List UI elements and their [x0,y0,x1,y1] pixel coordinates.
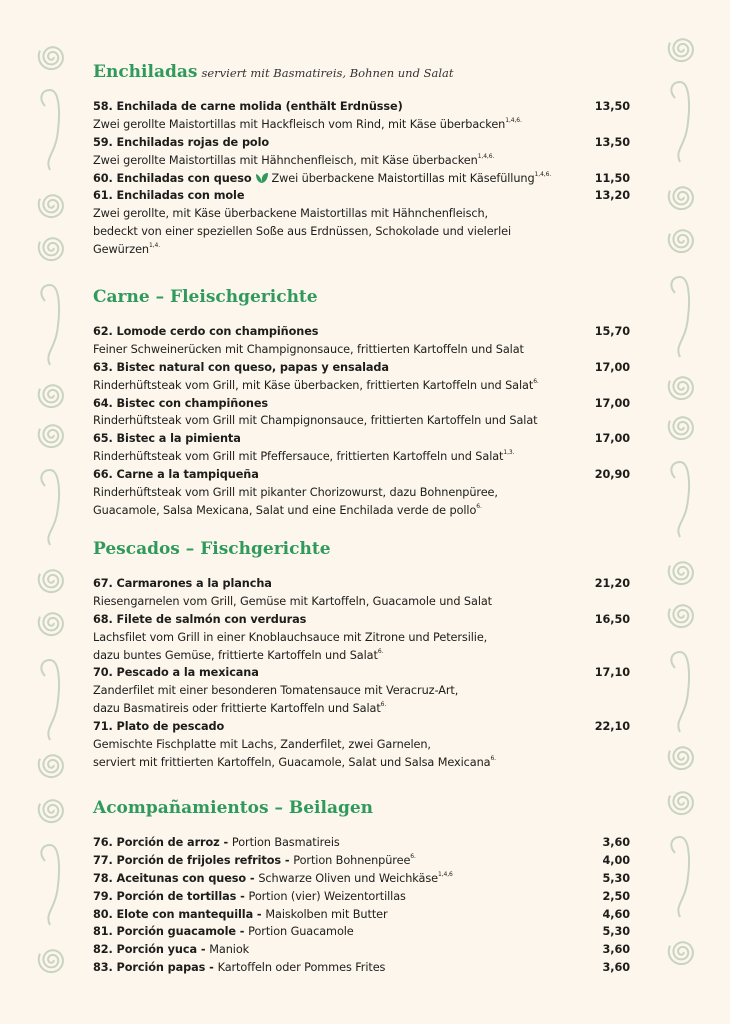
item-name: 78. Aceitunas con queso [93,871,247,885]
menu-item [93,611,630,629]
item-separator: - [253,907,266,921]
swirl-ornament [669,605,693,627]
item-name: 61. Enchiladas con mole [93,189,245,203]
item-name: 60. Enchiladas con queso [93,171,252,185]
swirl-ornament [669,562,693,584]
item-description: Rinderhüftsteak vom Grill mit Champignonsauce, frittierten Kartoffeln und Salat [93,414,538,428]
item-description-line [93,341,630,359]
item-description-line [93,754,630,772]
menu-item [93,834,630,852]
section-title [93,58,630,86]
section-title-text: Acompañamientos – Beilagen [93,798,374,818]
item-price: 17,10 [594,666,630,680]
item-name: 83. Porción papas [93,961,206,975]
decorative-swirls-right [652,0,712,1024]
item-separator: - [219,836,232,849]
swirl-ornament [39,425,63,447]
menu-item [93,359,630,377]
item-description-line [93,629,630,647]
menu-section [93,58,630,259]
item-description: Zwei gerollte Maistortillas mit Hackfleisch vom Rind, mit Käse überbacken [93,117,506,131]
item-name: 59. Enchiladas rojas de polo [93,135,270,149]
item-description-line [93,502,630,520]
menu-item [93,923,630,941]
item-description: Maiskolben mit Butter [265,907,388,921]
item-price: 17,00 [594,432,630,446]
section-title [93,283,630,311]
allergen-note: 6. [476,502,482,510]
allergen-note: 1,4. [149,242,161,250]
item-description: Lachsfilet vom Grill in einer Knoblauchsauce mit Zitrone und Petersilie, [93,630,488,644]
item-price: 22,10 [594,720,630,734]
item-description-line [93,700,630,718]
swirl-ornament [669,747,693,769]
item-price: 15,70 [594,325,630,338]
item-description-line [93,223,630,241]
item-description: Maniok [209,943,250,957]
item-separator: - [197,943,210,957]
item-description: dazu Basmatireis oder frittierte Kartoffeln und Salat [93,702,381,716]
swirl-ornament [669,230,693,252]
swirl-ornament [41,90,59,170]
item-name: 71. Plato de pescado [93,720,225,734]
menu-section [93,794,630,977]
allergen-note: 1,4,6. [505,116,522,124]
item-description-line [93,647,630,665]
allergen-note: 1,3. [503,449,515,457]
item-description-line [93,593,630,611]
allergen-note: 6. [533,377,539,385]
item-price: 2,50 [602,889,630,903]
item-price: 5,30 [602,871,630,885]
item-description: Portion Guacamole [248,925,354,939]
item-separator: - [205,961,218,975]
swirl-ornament [41,845,59,925]
item-separator: - [236,889,249,903]
section-title-text: Carne – Fleischgerichte [93,287,318,307]
menu-item [93,888,630,906]
item-description: Guacamole, Salsa Mexicana, Salat und eine Enchilada verde de pollo [93,503,477,517]
menu-item [93,852,630,870]
item-description-line [93,205,630,223]
menu-item [93,466,630,484]
item-price: 21,20 [594,577,630,590]
item-description: Rinderhüftsteak vom Grill, mit Käse überbacken, frittierten Kartoffeln und Salat [93,378,534,392]
allergen-note: 6. [377,647,384,655]
decorative-swirls-left [22,0,82,1024]
item-price: 3,60 [602,836,630,849]
swirl-ornament [39,238,63,260]
menu-item [93,906,630,924]
item-separator: - [235,925,249,939]
swirl-ornament [671,82,689,162]
item-price: 4,00 [602,853,630,867]
item-description-line [93,116,630,134]
swirl-ornament [671,652,689,732]
item-description-line [93,484,630,502]
menu-item [93,395,630,413]
menu-item [93,664,630,682]
menu-item [93,323,630,341]
item-description-line [93,682,630,700]
item-name: 80. Elote con mantequilla [93,907,254,921]
item-price: 3,60 [602,961,630,975]
swirl-ornament [41,285,59,365]
item-separator: - [281,853,294,867]
swirl-ornament [39,950,63,972]
allergen-note: 1,4,6. [534,170,552,178]
item-description: Zwei gerollte Maistortillas mit Hähnchenfleisch, mit Käse überbacken [93,153,478,167]
item-list [93,575,630,772]
allergen-note: 1,4,6 [438,870,453,878]
item-price: 13,50 [594,135,630,149]
item-price: 5,30 [602,925,630,939]
item-description: Zwei gerollte, mit Käse überbackene Maistortillas mit Hähnchenfleisch, [93,207,489,221]
swirl-ornament [41,470,59,545]
item-description: Portion Bohnenpüree [293,853,411,867]
menu-section [93,283,630,520]
item-name: 67. Carmarones a la plancha [93,577,272,590]
item-description-line [93,152,630,170]
item-description: Gewürzen [93,243,149,257]
item-name: 63. Bistec natural con queso, papas y ensalada [93,360,389,374]
item-description: Zwei überbackene Maistortillas mit Käsefüllung [271,171,535,185]
swirl-ornament [39,195,63,217]
item-price: 13,20 [594,189,630,203]
swirl-ornament [671,277,689,357]
menu-section [93,535,630,772]
item-price: 3,60 [602,943,630,957]
item-price: 13,50 [594,100,630,113]
menu-item [93,718,630,736]
section-title-text: Enchiladas [93,62,198,82]
menu-item [93,170,630,188]
menu-item [93,959,630,977]
swirl-ornament [39,385,63,407]
item-name: 64. Bistec con champiñones [93,396,269,410]
swirl-ornament [671,837,689,917]
item-price: 17,00 [594,360,630,374]
item-description: Riesengarnelen vom Grill, Gemüse mit Kartoffeln, Guacamole und Salat [93,594,493,608]
section-title [93,535,630,563]
item-price: 4,60 [602,907,630,921]
item-name: 65. Bistec a la pimienta [93,432,241,446]
section-title [93,794,630,822]
item-price: 16,50 [594,612,630,626]
item-description-line [93,241,630,259]
item-name: 68. Filete de salmón con verduras [93,612,307,626]
swirl-ornament [39,47,63,69]
item-name: 79. Porción de tortillas [93,889,237,903]
item-description: Gemischte Fischplatte mit Lachs, Zanderfilet, zwei Garnelen, [93,738,431,752]
swirl-ornament [669,792,693,814]
swirl-ornament [39,570,63,592]
item-description: Rinderhüftsteak vom Grill mit Pfeffersauce, frittierten Kartoffeln und Salat [93,450,504,464]
swirl-ornament [669,377,693,399]
item-description: dazu buntes Gemüse, frittierte Kartoffeln und Salat [93,648,378,662]
item-description: Portion (vier) Weizentortillas [248,889,406,903]
allergen-note: 6. [410,852,416,860]
item-name: 76. Porción de arroz [93,836,220,849]
menu-item [93,134,630,152]
item-description: bedeckt von einer speziellen Soße aus Erdnüssen, Schokolade und vielerlei [93,225,512,239]
item-separator: - [246,871,259,885]
swirl-ornament [669,417,693,439]
section-subtitle: serviert mit Basmatireis, Bohnen und Salat [201,66,454,80]
item-description-line [93,448,630,466]
item-description-line [93,377,630,395]
swirl-ornament [39,755,63,777]
item-name: 70. Pescado a la mexicana [93,666,259,680]
item-list [93,98,630,259]
item-description-line [93,412,630,430]
swirl-ornament [41,660,59,740]
item-description-line [93,736,630,754]
item-description: Zanderfilet mit einer besonderen Tomatensauce mit Veracruz-Art, [93,684,459,698]
item-description: Feiner Schweinerücken mit Champignonsauce, frittierten Kartoffeln und Salat [93,342,524,356]
menu-item [93,870,630,888]
swirl-ornament [39,613,63,635]
menu-item [93,941,630,959]
item-name: 62. Lomode cerdo con champiñones [93,325,319,338]
item-name: 82. Porción yuca [93,943,197,957]
item-name: 81. Porción guacamole [93,925,236,939]
item-description: Portion Basmatireis [231,836,340,849]
allergen-note: 6. [380,701,387,709]
item-price: 17,00 [594,396,630,410]
menu-item [93,187,630,205]
allergen-note: 6. [490,754,496,762]
item-list [93,323,630,520]
swirl-ornament [671,462,689,537]
item-price: 11,50 [594,171,630,185]
swirl-ornament [39,800,63,822]
item-description: Kartoffeln oder Pommes Frites [217,961,386,975]
item-price: 20,90 [594,468,630,482]
item-description: Schwarze Oliven und Weichkäse [258,871,438,885]
item-name: 66. Carne a la tampiqueña [93,468,259,482]
menu-item [93,98,630,116]
allergen-note: 1,4,6. [477,152,495,160]
item-list [93,834,630,977]
item-name: 77. Porción de frijoles refritos [93,853,282,867]
menu-item [93,575,630,593]
swirl-ornament [669,187,693,209]
section-title-text: Pescados – Fischgerichte [93,539,331,559]
menu-item [93,430,630,448]
item-description: Rinderhüftsteak vom Grill mit pikanter Chorizowurst, dazu Bohnenpüree, [93,486,498,500]
item-name: 58. Enchilada de carne molida (enthält Erdnüsse) [93,100,403,113]
swirl-ornament [669,942,693,964]
swirl-ornament [669,39,693,61]
item-description: serviert mit frittierten Kartoffeln, Guacamole, Salat und Salsa Mexicana [93,755,491,769]
